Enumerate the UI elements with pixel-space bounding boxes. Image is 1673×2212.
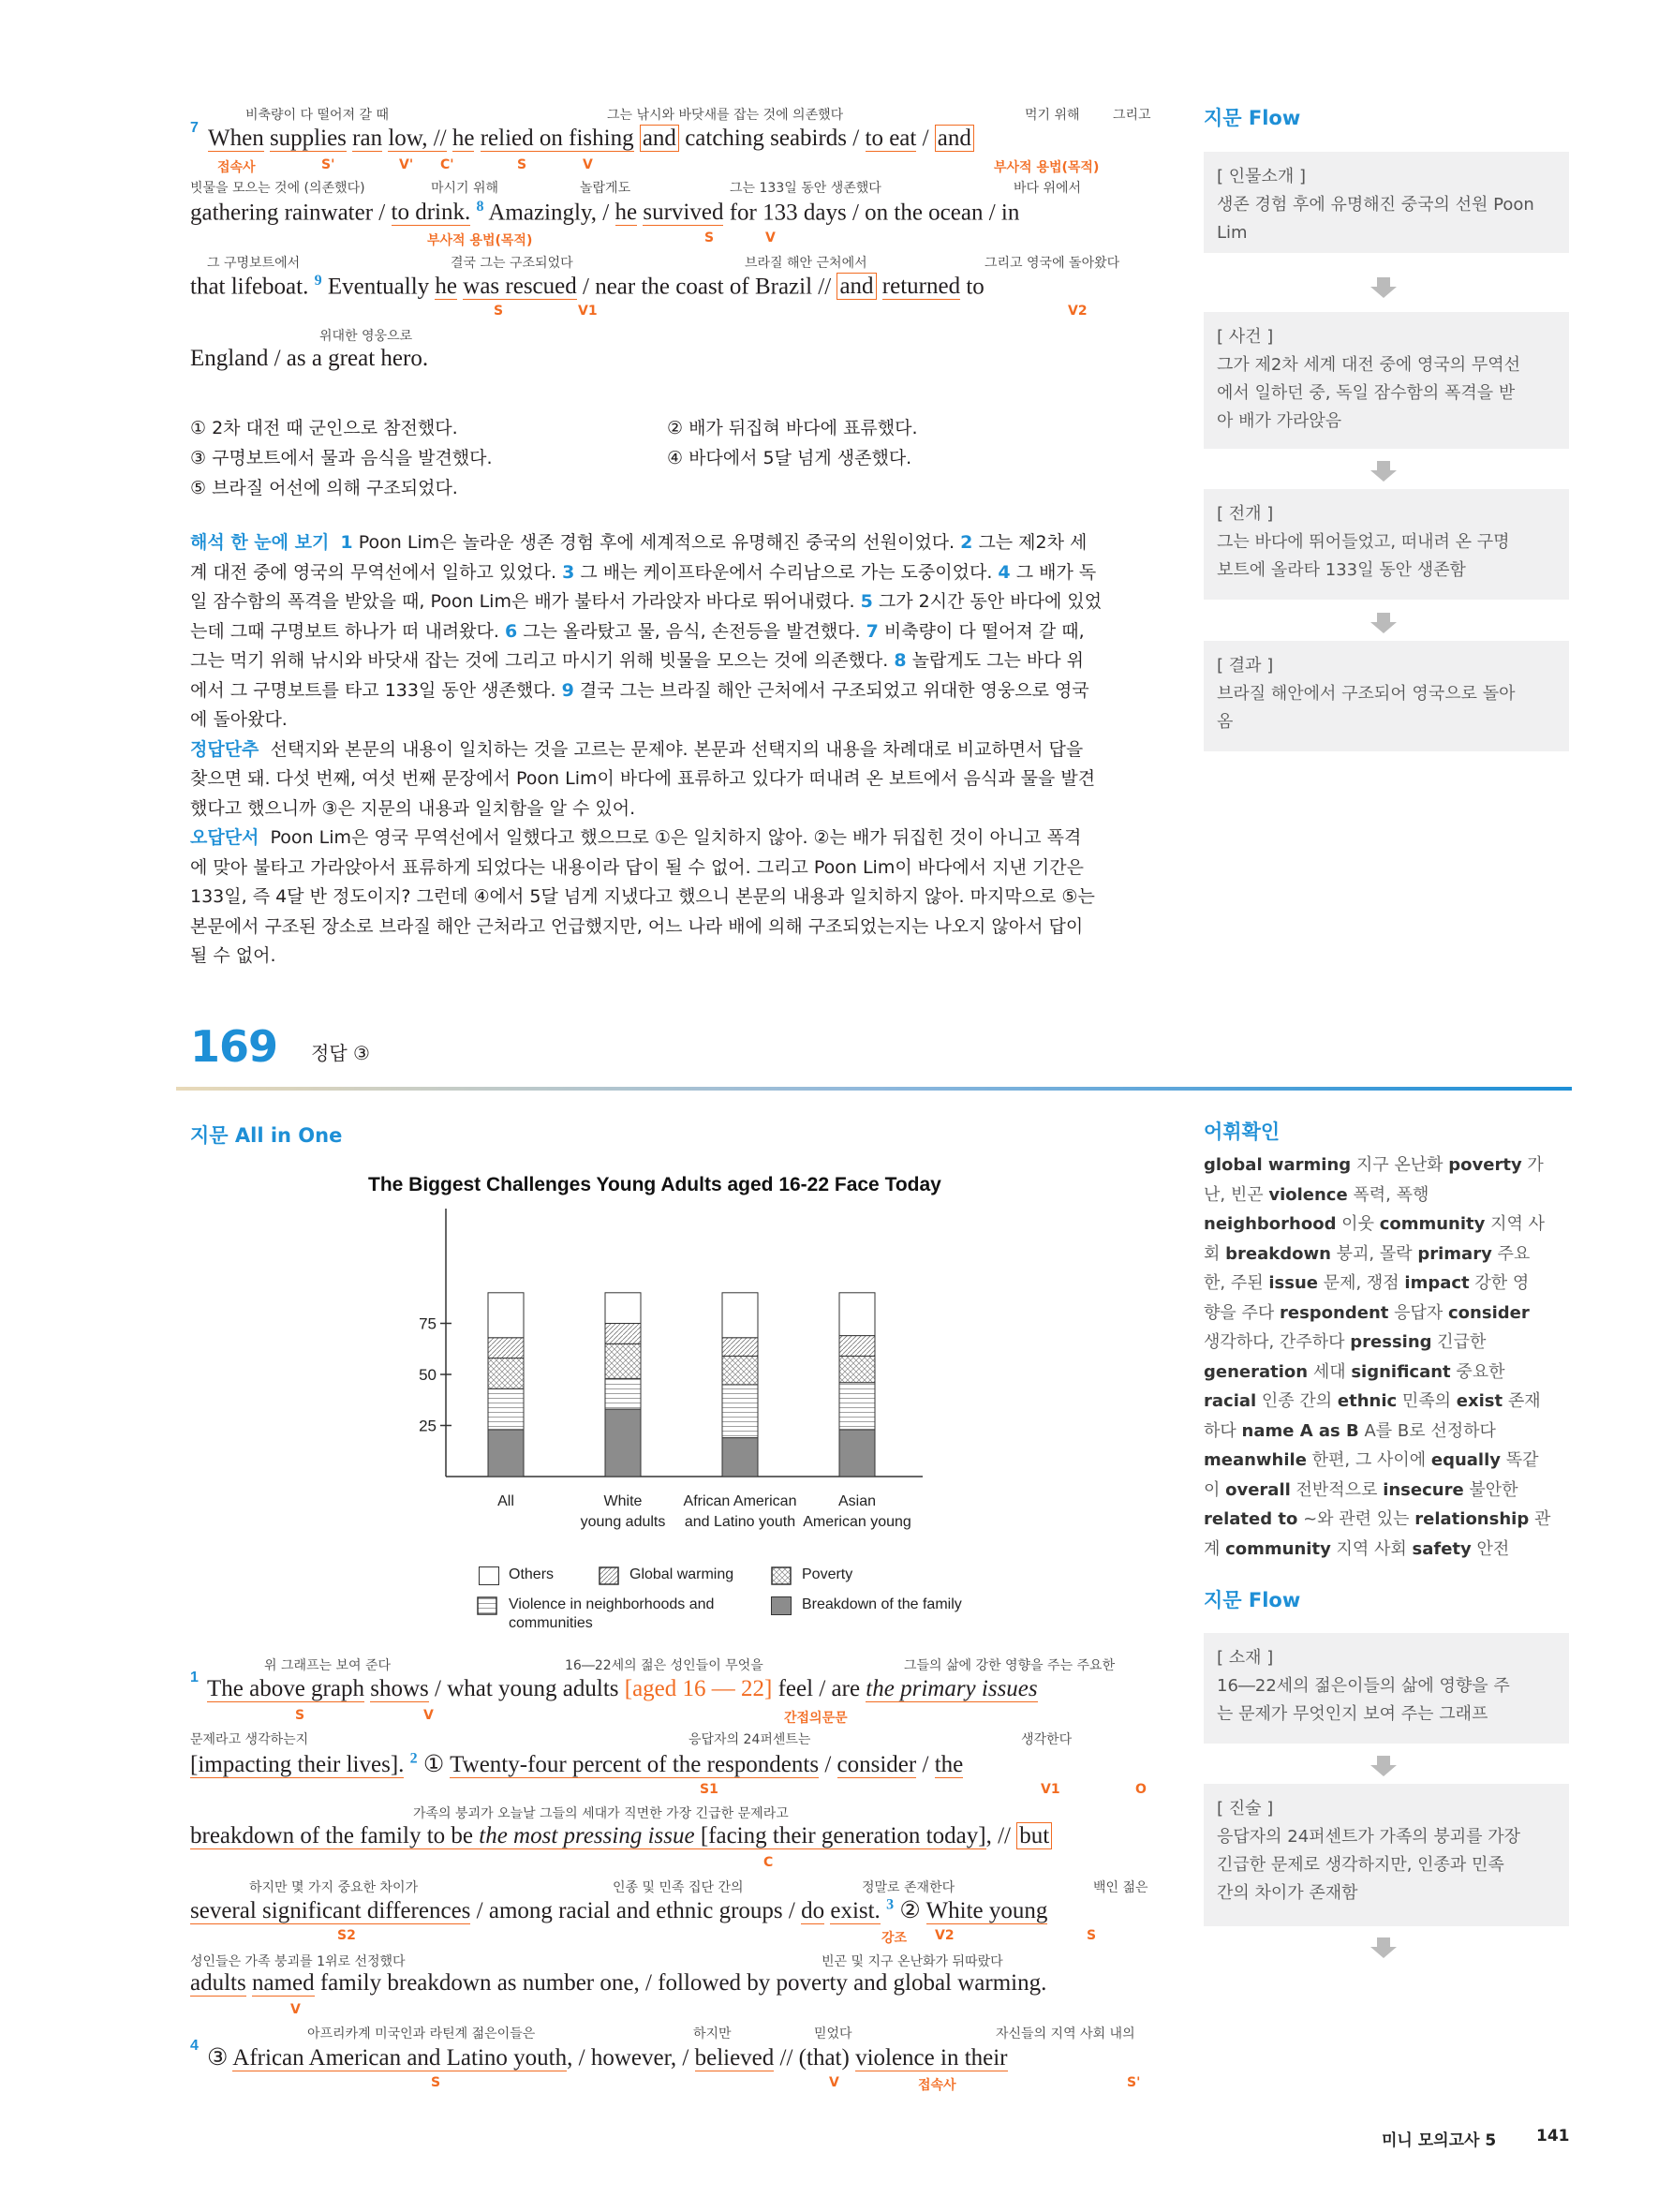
vocab-list bbox=[1204, 1151, 1578, 1564]
role-label: V1 bbox=[1041, 1782, 1060, 1797]
legend-swatch bbox=[479, 1566, 499, 1585]
wrong-line: 본문에서 구조된 장소로 브라질 해안 근처라고 언급했지만, 어느 나라 배에 의해 구조되었는지는 나오지 않아서 답이 bbox=[190, 915, 1084, 937]
y-tick-label: 75 bbox=[419, 1314, 437, 1333]
role-label: V1 bbox=[578, 304, 598, 319]
bar-segment bbox=[605, 1378, 641, 1409]
down-arrow-icon bbox=[1370, 470, 1397, 482]
down-arrow-icon bbox=[1370, 1947, 1397, 1958]
role-label: V' bbox=[399, 157, 414, 172]
gloss: 그리고 영국에 돌아왔다 bbox=[985, 256, 1120, 271]
legend-label: Poverty bbox=[802, 1566, 853, 1582]
sentence-4: ③ African American and Latino youth, / however, / believed // (that) violence in their bbox=[207, 2045, 1008, 2071]
word: supplies bbox=[269, 126, 347, 151]
word: he bbox=[435, 274, 458, 300]
word: low, // bbox=[388, 126, 447, 151]
sentence-3: several significant differences / among racial and ethnic groups / do exist. $^3$ ② White young bbox=[190, 1896, 1048, 1923]
flow-box: [ 인물소개 ] 생존 경험 후에 유명해진 중국의 선원 Poon Lim bbox=[1204, 152, 1569, 253]
bar-segment bbox=[722, 1293, 758, 1338]
gloss: 빈곤 및 지구 온난화가 뒤따랐다 bbox=[822, 1954, 1003, 1969]
down-arrow-icon bbox=[1370, 287, 1397, 298]
down-arrow-icon bbox=[1377, 461, 1390, 470]
word: When bbox=[208, 126, 264, 151]
gloss: 먹기 위해 bbox=[1025, 108, 1080, 123]
down-arrow-icon bbox=[1377, 1756, 1390, 1765]
role-label: 간접의문문 bbox=[784, 1711, 848, 1726]
down-arrow-icon bbox=[1377, 613, 1390, 622]
role-label: V2 bbox=[935, 1928, 955, 1943]
sentence-number: 1 bbox=[190, 1670, 199, 1685]
role-label: 접속사 bbox=[217, 160, 256, 175]
flow-box: [ 진술 ] 응답자의 24퍼센트가 가족의 붕괴를 가장 긴급한 문제로 생각하지만, 인종과 민족 간의 차이가 존재함 bbox=[1204, 1784, 1569, 1926]
y-tick-label: 25 bbox=[419, 1417, 437, 1435]
sentence-number: 4 bbox=[190, 2038, 199, 2054]
divider bbox=[176, 1087, 1572, 1091]
explain-line: 에 돌아왔다. bbox=[190, 709, 288, 730]
vocab-line: 생각하다, 간주하다 pressing 긴급한 bbox=[1204, 1332, 1487, 1352]
vocab-title: 어휘확인 bbox=[1204, 1121, 1281, 1143]
down-arrow-icon bbox=[1370, 622, 1397, 633]
choice-5: ⑤ 브라질 어선에 의해 구조되었다. bbox=[190, 478, 458, 498]
legend-swatch bbox=[771, 1596, 792, 1615]
answer-line: 정답단추 선택지와 본문의 내용이 일치하는 것을 고르는 문제야. 본문과 선택지의 내용을 차례대로 비교하면서 답을 bbox=[190, 738, 1084, 760]
legend-swatch bbox=[771, 1566, 792, 1586]
word: for 133 days / on the ocean / in bbox=[729, 200, 1020, 226]
bar-segment bbox=[605, 1344, 641, 1378]
bar-segment bbox=[488, 1430, 524, 1477]
answer-title: 정답단추 bbox=[190, 738, 259, 760]
y-tick-label: 50 bbox=[419, 1366, 437, 1384]
vocab-line: 난, 빈곤 violence 폭력, 폭행 bbox=[1204, 1184, 1429, 1205]
word: ran bbox=[352, 126, 383, 151]
role-label: 접속사 bbox=[918, 2078, 956, 2093]
sentence-1: The above graph shows / what young adults [aged 16 — 22] feel / are the primary issues bbox=[207, 1676, 1038, 1701]
gloss: 하지만 bbox=[693, 2026, 732, 2041]
word: and bbox=[640, 125, 679, 152]
explain-line: 그는 먹기 위해 낚시와 바닷새 잡는 것에 그리고 마시기 위해 빗물을 모으는 것에 의존했다. 8 놀랍게도 그는 바다 위 bbox=[190, 650, 1084, 671]
role-label: S2 bbox=[337, 1928, 356, 1943]
x-tick-label: Asian American young bbox=[803, 1493, 911, 1530]
down-arrow-icon bbox=[1370, 1765, 1397, 1776]
word: gathering rainwater / bbox=[190, 200, 392, 226]
word: to bbox=[960, 274, 985, 300]
answer-line: 찾으면 돼. 다섯 번째, 여섯 번째 문장에서 Poon Lim이 바다에 표류하고 있다가 떠내려 온 보트에서 음식과 물을 발견 bbox=[190, 768, 1096, 789]
explain-line: 일 잠수함의 폭격을 받았을 때, Poon Lim은 배가 불타서 가라앉자 바다로 뛰어내렸다. 5 그가 2시간 동안 바다에 있었 bbox=[190, 591, 1103, 612]
legend-label: Global warming bbox=[629, 1566, 734, 1582]
word: Amazingly, / bbox=[488, 200, 615, 226]
gloss: 그는 낚시와 바닷새를 잡는 것에 의존했다 bbox=[607, 108, 844, 123]
role-label: 부사적 용법(목적) bbox=[427, 233, 533, 248]
word: that lifeboat. bbox=[190, 274, 309, 300]
bar-segment bbox=[722, 1356, 758, 1385]
role-label: S bbox=[431, 2075, 441, 2090]
bar-segment bbox=[839, 1293, 875, 1336]
gloss: 정말로 존재한다 bbox=[862, 1880, 955, 1895]
word: and bbox=[935, 125, 974, 152]
gloss: 결국 그는 구조되었다 bbox=[451, 256, 573, 271]
role-label: V2 bbox=[1068, 304, 1088, 319]
sentence-3b: adults named family breakdown as number one, / followed by poverty and global warming. bbox=[190, 1970, 1047, 1996]
gloss: 바다 위에서 bbox=[1014, 181, 1082, 196]
word: Eventually bbox=[327, 274, 430, 300]
role-label: S1 bbox=[700, 1782, 718, 1797]
word: catching seabirds / bbox=[685, 126, 866, 151]
role-label: 부사적 용법(목적) bbox=[994, 160, 1100, 175]
choice-1: ① 2차 대전 때 군인으로 참전했다. bbox=[190, 418, 458, 438]
role-label: S bbox=[704, 230, 715, 245]
sentence-7 bbox=[208, 126, 974, 152]
bar-segment bbox=[839, 1430, 875, 1477]
vocab-line: 이 overall 전반적으로 insecure 불안한 bbox=[1204, 1479, 1518, 1500]
bar-segment bbox=[839, 1336, 875, 1357]
gloss: 16―22세의 젊은 성인들이 무엇을 bbox=[565, 1658, 763, 1673]
flow-box: [ 사건 ] 그가 제2차 세계 대전 중에 영국의 무역선 에서 일하던 중, 독일 잠수함의 폭격을 받 아 배가 가라앉음 bbox=[1204, 312, 1569, 449]
flow-box: [ 전개 ] 그는 바다에 뛰어들었고, 떠내려 온 구명 보트에 올라타 133일 동안 생존함 bbox=[1204, 489, 1569, 600]
word: to drink. bbox=[391, 200, 471, 226]
role-label: C' bbox=[440, 157, 454, 172]
gloss: 그는 133일 동안 생존했다 bbox=[730, 181, 881, 196]
legend-label: communities bbox=[509, 1615, 593, 1631]
bar-segment bbox=[839, 1383, 875, 1430]
bar-segment bbox=[605, 1409, 641, 1477]
gloss: 인종 및 민족 집단 간의 bbox=[613, 1880, 744, 1895]
gloss: 성인들은 가족 붕괴를 1위로 선정했다 bbox=[190, 1954, 406, 1969]
gloss: 비축량이 다 떨어져 갈 때 bbox=[245, 108, 390, 123]
word: and bbox=[836, 273, 876, 300]
gloss: 응답자의 24퍼센트는 bbox=[688, 1732, 811, 1747]
explain-line: 해석 한 눈에 보기 1 Poon Lim은 놀라운 생존 경험 후에 세계적으로 유명해진 중국의 선원이었다. 2 그는 제2차 세 bbox=[190, 532, 1088, 553]
bar-segment bbox=[722, 1438, 758, 1477]
legend-swatch bbox=[477, 1596, 498, 1616]
role-label: S' bbox=[1127, 2075, 1141, 2090]
wrong-line: 133일, 즉 4달 반 정도이지? 그런데 ④에서 5달 넘게 지냈다고 했으니 본문의 내용과 일치하지 않아. 마지막으로 ⑤는 bbox=[190, 886, 1095, 907]
choice-4: ④ 바다에서 5달 넘게 생존했다. bbox=[667, 448, 912, 468]
role-label: S' bbox=[321, 157, 335, 172]
gloss: 아프리카계 미국인과 라틴계 젊은이들은 bbox=[307, 2026, 536, 2041]
role-label: S bbox=[295, 1708, 305, 1723]
wrong-title: 오답단서 bbox=[190, 827, 259, 848]
role-label: S bbox=[494, 304, 504, 319]
legend-swatch bbox=[599, 1566, 620, 1586]
gloss: 브라질 해안 근처에서 bbox=[745, 256, 867, 271]
vocab-line: 계 community 지역 사회 safety 안전 bbox=[1204, 1538, 1510, 1559]
down-arrow-icon bbox=[1377, 1937, 1390, 1947]
footer-title: 미니 모의고사 5 bbox=[1382, 2131, 1497, 2150]
explain-title: 해석 한 눈에 보기 bbox=[190, 532, 330, 553]
vocab-line: generation 세대 significant 중요한 bbox=[1204, 1361, 1505, 1382]
bar-segment bbox=[488, 1388, 524, 1430]
wrong-line: 에 맞아 불타고 가라앉아서 표류하게 되었다는 내용이라 답이 될 수 없어. 그리고 Poon Lim이 바다에서 지낸 기간은 bbox=[190, 856, 1084, 878]
gloss: 하지만 몇 가지 중요한 차이가 bbox=[249, 1880, 419, 1895]
flow-box: [ 소재 ] 16―22세의 젊은이들의 삶에 영향을 주 는 문제가 무엇인지 보여 주는 그래프 bbox=[1204, 1633, 1569, 1744]
role-label: V bbox=[829, 2075, 839, 2090]
gloss: 문제라고 생각하는지 bbox=[190, 1732, 309, 1747]
wrong-line: 오답단서 Poon Lim은 영국 무역선에서 일했다고 했으므로 ①은 일치하지 않아. ②는 배가 뒤집힌 것이 아니고 폭격 bbox=[190, 827, 1082, 848]
choice-3: ③ 구명보트에서 물과 음식을 발견했다. bbox=[190, 448, 493, 468]
stacked-bar-chart bbox=[412, 1209, 946, 1490]
bar-segment bbox=[605, 1324, 641, 1344]
sentence-8 bbox=[190, 199, 1019, 226]
vocab-line: 한, 주된 issue 문제, 쟁점 impact 강한 영 bbox=[1204, 1273, 1530, 1293]
word: / near the coast of Brazil // bbox=[576, 274, 837, 300]
explain-line: 계 대전 중에 영국의 무역선에서 일하고 있었다. 3 그 배는 케이프타운에서 수리남으로 가는 도중이었다. 4 그 배가 독 bbox=[190, 561, 1097, 583]
role-label: O bbox=[1135, 1782, 1147, 1797]
explain-line: 에서 그 구명보트를 타고 133일 동안 생존했다. 9 결국 그는 브라질 해안 근처에서 구조되었고 위대한 영웅으로 영국 bbox=[190, 679, 1089, 701]
role-label: V bbox=[423, 1708, 434, 1723]
legend-label: Others bbox=[509, 1566, 555, 1582]
word: / bbox=[916, 126, 935, 151]
gloss: 빗물을 모으는 것에 (의존했다) bbox=[190, 181, 365, 196]
sentence-2b: breakdown of the family to be the most pressing issue [facing their generation today], // but bbox=[190, 1823, 1052, 1849]
bar-segment bbox=[605, 1293, 641, 1324]
gloss: 그 구명보트에서 bbox=[207, 256, 301, 271]
role-label: V bbox=[583, 157, 593, 172]
word: to eat bbox=[865, 126, 917, 151]
gloss: 위대한 영웅으로 bbox=[319, 329, 413, 344]
sentence-9 bbox=[190, 273, 985, 300]
word: he bbox=[452, 126, 475, 151]
gloss: 놀랍게도 bbox=[580, 181, 631, 196]
gloss: 생각한다 bbox=[1021, 1732, 1073, 1747]
role-label: S bbox=[517, 157, 527, 172]
vocab-line: neighborhood 이웃 community 지역 사 bbox=[1204, 1214, 1545, 1234]
word: was rescued bbox=[463, 274, 577, 300]
vocab-line: related to ~와 관련 있는 relationship 관 bbox=[1204, 1509, 1551, 1529]
answer-line: 했다고 했으니까 ③은 지문의 내용과 일치함을 알 수 있어. bbox=[190, 797, 636, 819]
sentence-number: 3 bbox=[886, 1896, 895, 1913]
answer-label: 정답 ③ bbox=[311, 1042, 370, 1064]
word: survived bbox=[643, 200, 724, 226]
gloss: 마시기 위해 bbox=[431, 181, 499, 196]
legend-label: Breakdown of the family bbox=[802, 1596, 962, 1612]
legend-label: Violence in neighborhoods and bbox=[509, 1596, 715, 1612]
sentence-number: 2 bbox=[409, 1750, 418, 1767]
page-number: 141 bbox=[1536, 2127, 1570, 2145]
sentence-2: [impacting their lives]. $^2$ ① Twenty-four percent of the respondents / consider / the bbox=[190, 1750, 964, 1777]
flow-box: [ 결과 ] 브라질 해안에서 구조되어 영국으로 돌아 옴 bbox=[1204, 641, 1569, 751]
all-in-one-title: 지문 All in One bbox=[190, 1124, 343, 1147]
x-tick-label: African American and Latino youth bbox=[683, 1493, 797, 1530]
x-tick-label: White young adults bbox=[580, 1493, 666, 1530]
role-label: 강조 bbox=[881, 1931, 908, 1946]
role-label: V bbox=[290, 2002, 301, 2017]
vocab-line: racial 인종 간의 ethnic 민족의 exist 존재 bbox=[1204, 1391, 1541, 1411]
flow-title: 지문 Flow bbox=[1204, 1589, 1301, 1611]
gloss: 백인 젊은 bbox=[1093, 1880, 1148, 1895]
sentence-number: 9 bbox=[314, 273, 322, 289]
role-label: C bbox=[763, 1855, 774, 1870]
explain-line: 는데 그때 구명보트 하나가 떠 내려왔다. 6 그는 올라탔고 물, 음식, 손전등을 발견했다. 7 비축량이 다 떨어져 갈 때, bbox=[190, 620, 1085, 642]
bar-segment bbox=[488, 1338, 524, 1358]
explanation bbox=[190, 528, 1164, 972]
role-label: V bbox=[765, 230, 776, 245]
gloss: 자신들의 지역 사회 내의 bbox=[996, 2026, 1135, 2041]
word: he bbox=[614, 200, 638, 226]
vocab-line: 하다 name A as B A를 B로 선정하다 bbox=[1204, 1420, 1496, 1441]
bar-segment bbox=[722, 1338, 758, 1357]
vocab-line: 회 breakdown 붕괴, 몰락 primary 주요 bbox=[1204, 1243, 1531, 1264]
vocab-line: 향을 주다 respondent 응답자 consider bbox=[1204, 1302, 1530, 1323]
gloss: 믿었다 bbox=[814, 2026, 852, 2041]
gloss: 위 그래프는 보여 준다 bbox=[264, 1658, 392, 1673]
wrong-line: 될 수 없어. bbox=[190, 945, 276, 966]
gloss: 그들의 삶에 강한 영향을 주는 주요한 bbox=[904, 1658, 1116, 1673]
vocab-line: global warming 지구 온난화 poverty 가 bbox=[1204, 1155, 1544, 1175]
question-number: 169 bbox=[190, 1021, 278, 1072]
choice-2: ② 배가 뒤집혀 바다에 표류했다. bbox=[667, 418, 918, 438]
gloss: 그리고 bbox=[1113, 108, 1151, 123]
bar-segment bbox=[488, 1358, 524, 1389]
chart-title: The Biggest Challenges Young Adults aged 16-22 Face Today bbox=[368, 1174, 941, 1195]
sentence-number: 7 bbox=[190, 120, 199, 136]
bar-segment bbox=[839, 1356, 875, 1382]
flow-title: 지문 Flow bbox=[1204, 107, 1301, 129]
x-tick-label: All bbox=[497, 1493, 514, 1509]
sentence-10: England / as a great hero. bbox=[190, 346, 429, 371]
bar-segment bbox=[722, 1385, 758, 1438]
role-label: S bbox=[1087, 1928, 1097, 1943]
bar-segment bbox=[488, 1293, 524, 1338]
word: returned bbox=[881, 274, 961, 300]
sentence-number: 8 bbox=[476, 199, 484, 215]
gloss: 가족의 붕괴가 오늘날 그들의 세대가 직면한 가장 긴급한 문제라고 bbox=[413, 1806, 789, 1821]
vocab-line: meanwhile 한편, 그 사이에 equally 똑같 bbox=[1204, 1450, 1539, 1470]
word: relied on fishing bbox=[480, 126, 634, 151]
down-arrow-icon bbox=[1377, 277, 1390, 287]
